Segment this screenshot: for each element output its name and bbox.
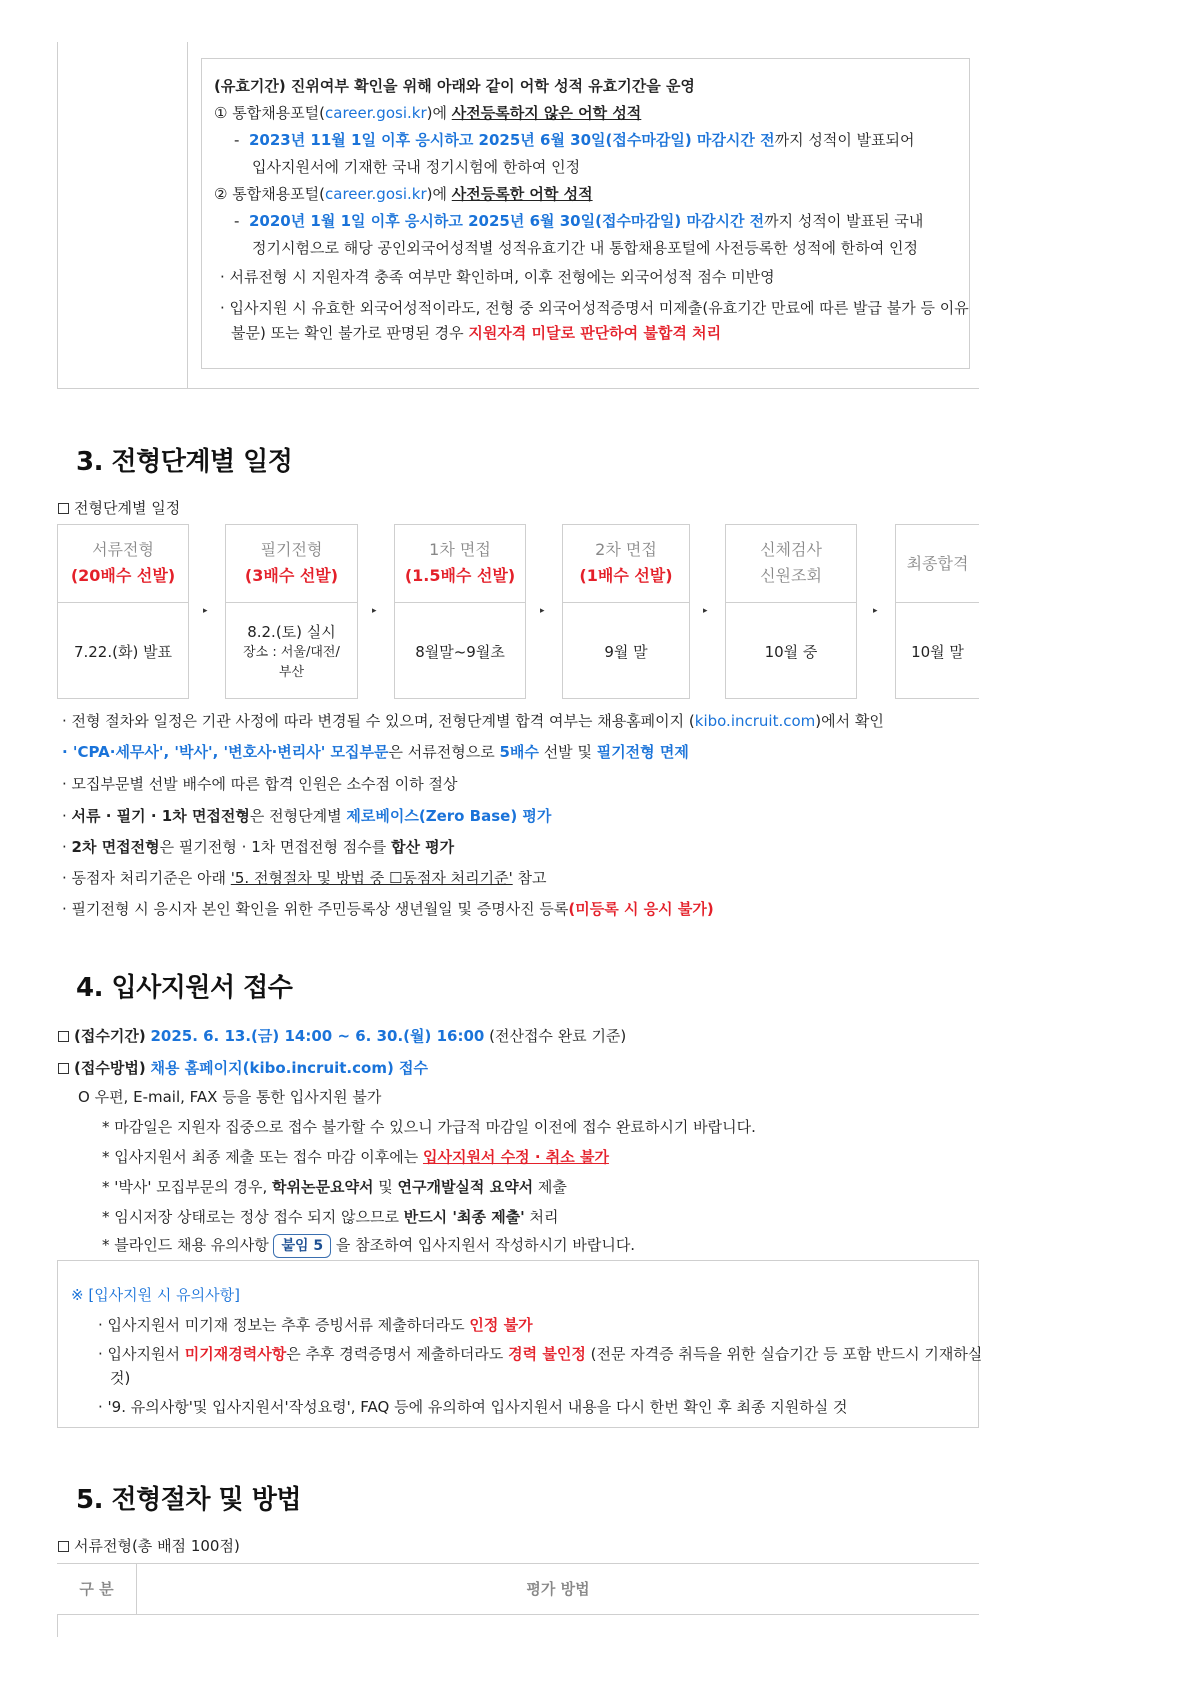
section-3-title: 3. 전형단계별 일정: [76, 447, 293, 477]
stage-final: 최종합격 10월 말: [895, 524, 979, 699]
stage-document: 서류전형 (20배수 선발) 7.22.(화) 발표: [57, 524, 189, 699]
schedule-note-2: · 'CPA·세무사', '박사', '변호사·변리사' 모집부문은 서류전형으로 5배수 선발 및 필기전형 면제: [62, 743, 689, 761]
evaluation-table: [57, 1563, 979, 1615]
section-4-title: 4. 입사지원서 접수: [76, 973, 293, 1003]
table-column-divider: [187, 42, 188, 389]
caution-title: ※ [입사지원 시 유의사항]: [71, 1286, 240, 1304]
document-screening-subheading: 서류전형(총 배점 100점): [58, 1535, 240, 1556]
validity-item-2-detail-line2: 정기시험으로 해당 공인외국어성적별 성적유효기간 내 통합채용포털에 사전등록한 성적에 한하여 인정: [252, 239, 918, 257]
schedule-subheading: 전형단계별 일정: [58, 497, 180, 518]
schedule-note-3: · 모집부문별 선발 배수에 따른 합격 인원은 소수점 이하 절상: [62, 775, 458, 793]
application-star-note-3: * '박사' 모집부문의 경우, 학위논문요약서 및 연구개발실적 요약서 제출: [102, 1178, 567, 1196]
caution-item-3: · '9. 유의사항'및 입사지원서'작성요령', FAQ 등에 유의하여 입사지원서 내용을 다시 한번 확인 후 최종 지원하실 것: [98, 1398, 848, 1416]
application-star-note-1: * 마감일은 지원자 집중으로 접수 불가할 수 있으니 가급적 마감일 이전에 접수 완료하시기 바랍니다.: [102, 1118, 756, 1136]
validity-item-1-detail-line2: 입사지원서에 기재한 국내 정기시험에 한하여 인정: [252, 158, 581, 176]
schedule-note-5: · 2차 면접전형은 필기전형 · 1차 면접전형 점수를 합산 평가: [62, 838, 455, 856]
validity-note-2: · 입사지원 시 유효한 외국어성적이라도, 전형 중 외국어성적증명서 미제출(유효기간 만료에 따른 발급 불가 등 이유: [220, 299, 969, 317]
validity-item-1: ① 통합채용포털(career.gosi.kr)에 사전등록하지 않은 어학 성적: [214, 104, 642, 122]
caution-item-2-line2: 것): [110, 1369, 131, 1387]
caution-box: [57, 1260, 983, 1428]
column-header-method: 평가 방법: [526, 1580, 590, 1598]
stage-written: 필기전형 (3배수 선발) 8.2.(토) 실시 장소 : 서울/대전/ 부산: [225, 524, 358, 699]
attachment-badge: 붙임 5: [273, 1234, 331, 1258]
validity-title: (유효기간) 진위여부 확인을 위해 아래와 같이 어학 성적 유효기간을 운영: [214, 77, 695, 95]
language-validity-box: [201, 58, 970, 369]
square-bullet-icon: [58, 503, 69, 514]
column-header-category: 구 분: [57, 1564, 137, 1614]
schedule-note-4: · 서류 · 필기 · 1차 면접전형은 전형단계별 제로베이스(Zero Base) 평가: [62, 807, 552, 825]
arrow-icon: ▸: [372, 606, 377, 616]
square-bullet-icon: [58, 1063, 69, 1074]
arrow-icon: ▸: [873, 606, 878, 616]
schedule-note-7: · 필기전형 시 응시자 본인 확인을 위한 주민등록상 생년월일 및 증명사진 등록(미등록 시 응시 불가): [62, 900, 714, 918]
caution-item-2: · 입사지원서 미기재경력사항은 추후 경력증명서 제출하더라도 경력 불인정 (전문 자격증 취득을 위한 실습기간 등 포함 반드시 기재하실: [98, 1345, 983, 1363]
schedule-note-1: · 전형 절차와 일정은 기관 사정에 따라 변경될 수 있으며, 전형단계별 합격 여부는 채용홈페이지 (kibo.incruit.com)에서 확인: [62, 712, 884, 730]
application-method: (접수방법) 채용 홈페이지(kibo.incruit.com) 접수: [58, 1057, 428, 1078]
validity-item-1-detail: - 2023년 11월 1일 이후 응시하고 2025년 6월 30일(접수마감일) 마감시간 전까지 성적이 발표되어: [234, 131, 915, 149]
application-star-note-4: * 임시저장 상태로는 정상 접수 되지 않으므로 반드시 '최종 제출' 처리: [102, 1208, 559, 1226]
section-5-title: 5. 전형절차 및 방법: [76, 1485, 301, 1515]
table-border: [57, 1615, 58, 1637]
caution-item-1: · 입사지원서 미기재 정보는 추후 증빙서류 제출하더라도 인정 불가: [98, 1316, 533, 1334]
arrow-icon: ▸: [703, 606, 708, 616]
stage-health-check: 신체검사 신원조회 10월 중: [725, 524, 857, 699]
stage-interview-1: 1차 면접 (1.5배수 선발) 8월말~9월초: [394, 524, 526, 699]
square-bullet-icon: [58, 1031, 69, 1042]
application-method-note: O 우편, E-mail, FAX 등을 통한 입사지원 불가: [78, 1088, 382, 1106]
stage-interview-2: 2차 면접 (1배수 선발) 9월 말: [562, 524, 690, 699]
schedule-note-6: · 동점자 처리기준은 아래 '5. 전형절차 및 방법 중 ☐동점자 처리기준' 참고: [62, 869, 547, 887]
career-gosi-link[interactable]: career.gosi.kr: [325, 185, 427, 203]
kibo-incruit-link[interactable]: kibo.incruit.com: [694, 712, 816, 730]
square-bullet-icon: [58, 1541, 69, 1552]
arrow-icon: ▸: [540, 606, 545, 616]
validity-item-2-detail: - 2020년 1월 1일 이후 응시하고 2025년 6월 30일(접수마감일) 마감시간 전까지 성적이 발표된 국내: [234, 212, 924, 230]
application-star-note-2: * 입사지원서 최종 제출 또는 접수 마감 이후에는 입사지원서 수정 · 취소 불가: [102, 1148, 609, 1166]
career-gosi-link[interactable]: career.gosi.kr: [325, 104, 427, 122]
application-star-note-5: * 블라인드 채용 유의사항 붙임 5 을 참조하여 입사지원서 작성하시기 바랍니다.: [102, 1234, 635, 1258]
arrow-icon: ▸: [203, 606, 208, 616]
validity-note-2-line2: 불문) 또는 확인 불가로 판명된 경우 지원자격 미달로 판단하여 불합격 처리: [231, 324, 722, 342]
application-period: (접수기간) 2025. 6. 13.(금) 14:00 ~ 6. 30.(월) 16:00 (전산접수 완료 기준): [58, 1025, 626, 1046]
validity-item-2: ② 통합채용포털(career.gosi.kr)에 사전등록한 어학 성적: [214, 185, 593, 203]
validity-note-1: · 서류전형 시 지원자격 충족 여부만 확인하며, 이후 전형에는 외국어성적 점수 미반영: [220, 268, 775, 286]
